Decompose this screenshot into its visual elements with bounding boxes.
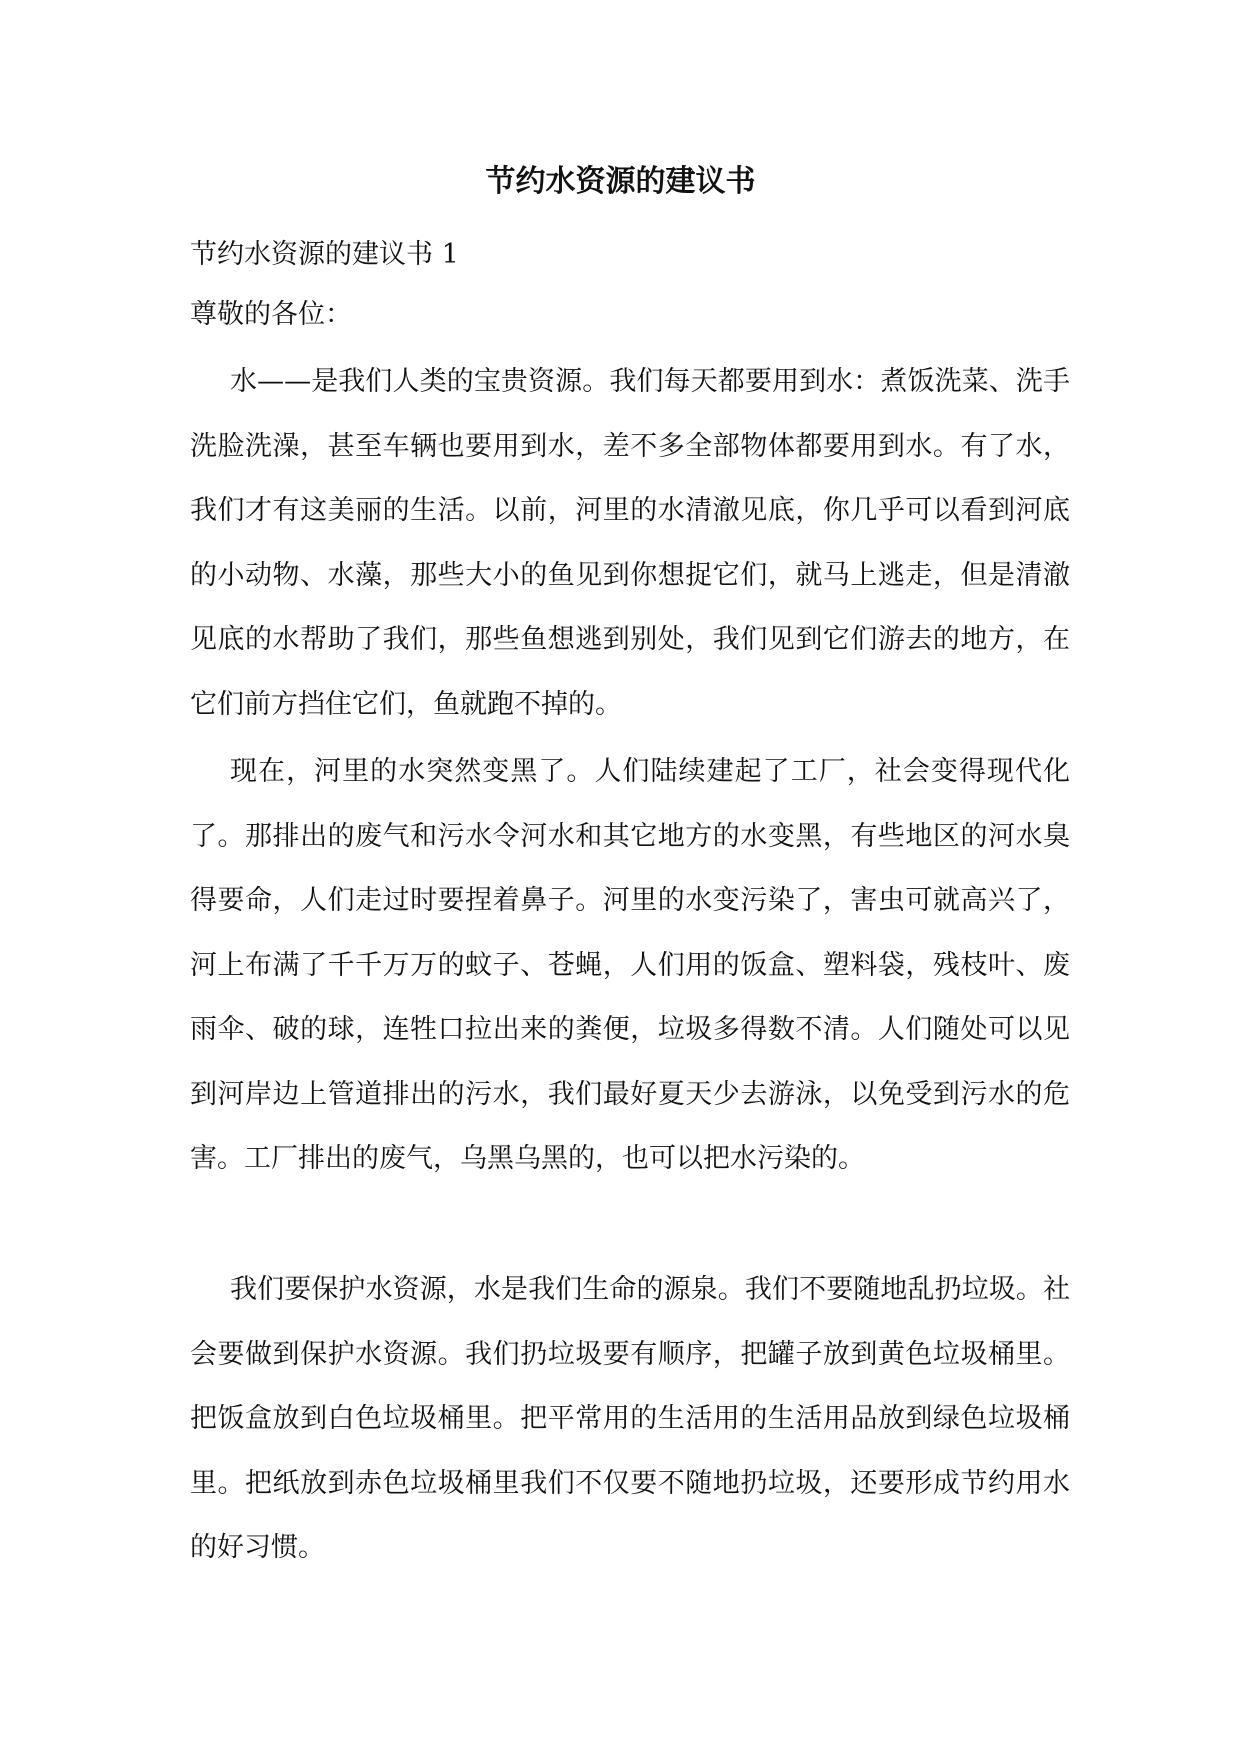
salutation: 尊敬的各位： <box>190 299 352 330</box>
section-heading: 节约水资源的建议书 1 <box>190 239 459 270</box>
document-title: 节约水资源的建议书 <box>485 164 756 199</box>
paragraph-2: 现在，河里的水突然变黑了。人们陆续建起了工厂，社会变得现代化了。那排出的废气和污水令河水和其它地方的水变黑，有些地区的河水臭得要命，人们走过时要捏着鼻子。河里的水变污染了，害虫可就高兴了，河上布满了千千万万的蚊子、苍蝇，人们用的饭盒、塑料袋，残枝叶、废雨伞、破的球，连牲口拉出来的粪便，垃圾多得数不清。人们随处可以见到河岸边上管道排出的污水，我们最好夏天少去游泳，以免受到污水的危害。工厂排出的废气，乌黑乌黑的，也可以把水污染的。 <box>190 756 1070 1174</box>
paragraph-3: 我们要保护水资源，水是我们生命的源泉。我们不要随地乱扔垃圾。社会要做到保护水资源。我们扔垃圾要有顺序，把罐子放到黄色垃圾桶里。把饭盒放到白色垃圾桶里。把平常用的生活用的生活用品放到绿色垃圾桶里。把纸放到赤色垃圾桶里我们不仅要不随地扔垃圾，还要形成节约用水的好习惯。 <box>190 1274 1070 1563</box>
paragraph-1: 水——是我们人类的宝贵资源。我们每天都要用到水：煮饭洗菜、洗手洗脸洗澡，甚至车辆也要用到水，差不多全部物体都要用到水。有了水，我们才有这美丽的生活。以前，河里的水清澈见底，你几乎可以看到河底的小动物、水藻，那些大小的鱼见到你想捉它们，就马上逃走，但是清澈见底的水帮助了我们，那些鱼想逃到别处，我们见到它们游去的地方，在它们前方挡住它们，鱼就跑不掉的。 <box>190 366 1070 720</box>
